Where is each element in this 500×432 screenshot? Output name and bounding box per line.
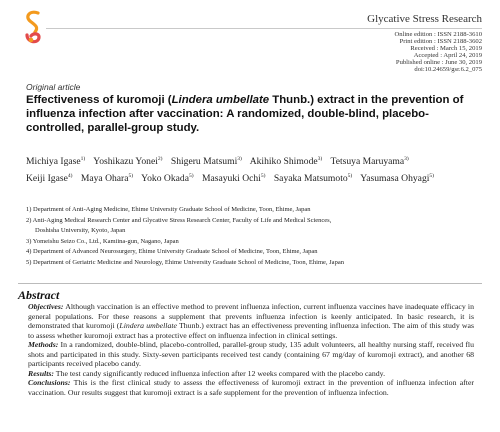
author-name: Keiji Igase [26, 173, 68, 185]
methods-text: In a randomized, double-blind, placebo-controlled, parallel-group study, 135 adult volunteers, all healthy nursing staff, received flu shots and participated in this study. Sixty-seven participants received test candy (containing 67 mg/day of kuromoji extract), and another 68 participants received placebo candy. [28, 340, 474, 368]
author-affiliation-mark: 5) [429, 173, 434, 180]
author-affiliation-mark: 5) [347, 173, 353, 180]
objectives-label: Objectives: [28, 302, 64, 311]
publication-meta [394, 31, 482, 74]
author-affiliation-mark: 3) [317, 156, 323, 162]
author-affiliation-mark: 3) [237, 156, 242, 162]
author-name: Sayaka Matsumoto [273, 173, 348, 185]
conclusions-label: Conclusions: [28, 378, 71, 387]
abstract-body [28, 302, 474, 397]
abstract-heading: Abstract [18, 288, 60, 302]
author-affiliation-mark: 2) [157, 156, 163, 162]
author-name: Yoshikazu Yonei [93, 156, 158, 168]
author-name: Maya Ohara [80, 173, 129, 185]
author[interactable] [141, 173, 193, 184]
author[interactable] [250, 156, 323, 167]
objectives-text-cont: Thunb.) extract has an effectiveness preventing influenza infection. The aim of this study was to assess whether kuromoji extract has a protective effect on influenza infection in clinical settings. [28, 321, 475, 340]
abstract-objectives [28, 302, 474, 340]
accepted-date: Accepted : April 24, 2019 [413, 52, 482, 60]
abstract-results [28, 369, 474, 379]
author[interactable] [360, 173, 434, 184]
author-name: Shigeru Matsumi [170, 156, 238, 168]
title-species: Lindera umbellate [171, 94, 270, 106]
article-type: Original article [26, 82, 81, 92]
author[interactable] [274, 173, 352, 184]
author-affiliation-mark: 3) [404, 156, 409, 162]
abstract-methods [28, 340, 474, 369]
affiliation-2: 2) Anti-Aging Medical Research Center and Glycative Stress Research Center, Faculty of Life and Medical Sciences, [26, 216, 332, 224]
author-name: Tetsuya Maruyama [330, 156, 405, 168]
author-name: Yoko Okada [141, 173, 189, 185]
received-date: Received : March 15, 2019 [410, 45, 482, 53]
methods-label: Methods: [28, 340, 59, 349]
affiliation-3: 3) Yomeishu Seizo Co., Ltd., Kamiina-gun, Nagano, Japan [26, 237, 179, 245]
author-affiliation-mark: 1) [80, 156, 86, 162]
author[interactable] [26, 173, 72, 184]
article-title [26, 93, 476, 135]
author[interactable] [171, 156, 242, 167]
author[interactable] [81, 173, 133, 184]
affiliation-list [26, 205, 486, 269]
print-edition: Print edition : ISSN 2188-3602 [399, 38, 482, 46]
header-rule [46, 28, 482, 29]
title-text-2: Thunb.) extract in the prevention of influenza infection after vaccination: A randomized, double-blind, placebo-controlled, parallel-group study. [26, 94, 464, 134]
author[interactable] [202, 173, 265, 184]
author-name: Masayuki Ochi [201, 173, 261, 185]
affiliation-2-cont: Doshisha University, Kyoto, Japan [35, 227, 126, 235]
results-text: The test candy significantly reduced influenza infection after 12 weeks compared with the placebo candy. [54, 368, 386, 378]
section-divider [18, 283, 482, 284]
affiliation-1: 1) Department of Anti-Aging Medicine, Ehime University Graduate School of Medicine, Toon, Ehime, Japan [26, 206, 311, 213]
objectives-species: Lindera umbellate [119, 321, 177, 330]
author-list [26, 152, 486, 186]
author-affiliation-mark: 5) [128, 173, 134, 180]
conclusions-text: This is the first clinical study to assess the effectiveness of kuromoji extract in the prevention of influenza infection after vaccination. Our results suggest that kuromoji extract is a safe supplement for the prevention of influenza infection. [28, 378, 474, 397]
online-edition: Online edition : ISSN 2188-3610 [394, 31, 482, 38]
abstract-conclusions [28, 378, 474, 397]
results-label: Results: [28, 368, 54, 378]
published-date: Published online : June 30, 2019 [395, 59, 482, 67]
journal-logo-icon [22, 9, 44, 47]
affiliation-5: 5) Department of Geriatric Medicine and Neurology, Ehime University Graduate School of Medicine, Toon, Ehime, Japan [26, 258, 344, 266]
author-name: Michiya Igase [26, 156, 81, 168]
author-name: Yasumasa Ohyagi [360, 173, 430, 185]
doi[interactable]: doi:10.24659/gsr.6.2_075 [414, 66, 482, 74]
author-affiliation-mark: 5) [260, 173, 266, 180]
author[interactable] [331, 156, 409, 167]
author-name: Akihiko Shimode [249, 156, 318, 168]
objectives-text: Although vaccination is an effective method to prevent influenza infection, current influenza vaccines have inadequate efficacy in general populations. For these reasons a supplement that prevents influenza infection is keenly anticipated. In basic research, it is demonstrated that kuromoji ( [28, 302, 474, 330]
author[interactable] [93, 156, 162, 167]
author-affiliation-mark: 5) [188, 173, 194, 180]
author-affiliation-mark: 4) [67, 173, 73, 180]
author[interactable] [26, 156, 85, 167]
affiliation-4: 4) Department of Advanced Neurosurgery, Ehime University Graduate School of Medicine, Toon, Ehime, Japan [26, 248, 318, 256]
title-text-1: Effectiveness of kuromoji ( [26, 94, 172, 106]
journal-name: Glycative Stress Research [367, 13, 482, 25]
